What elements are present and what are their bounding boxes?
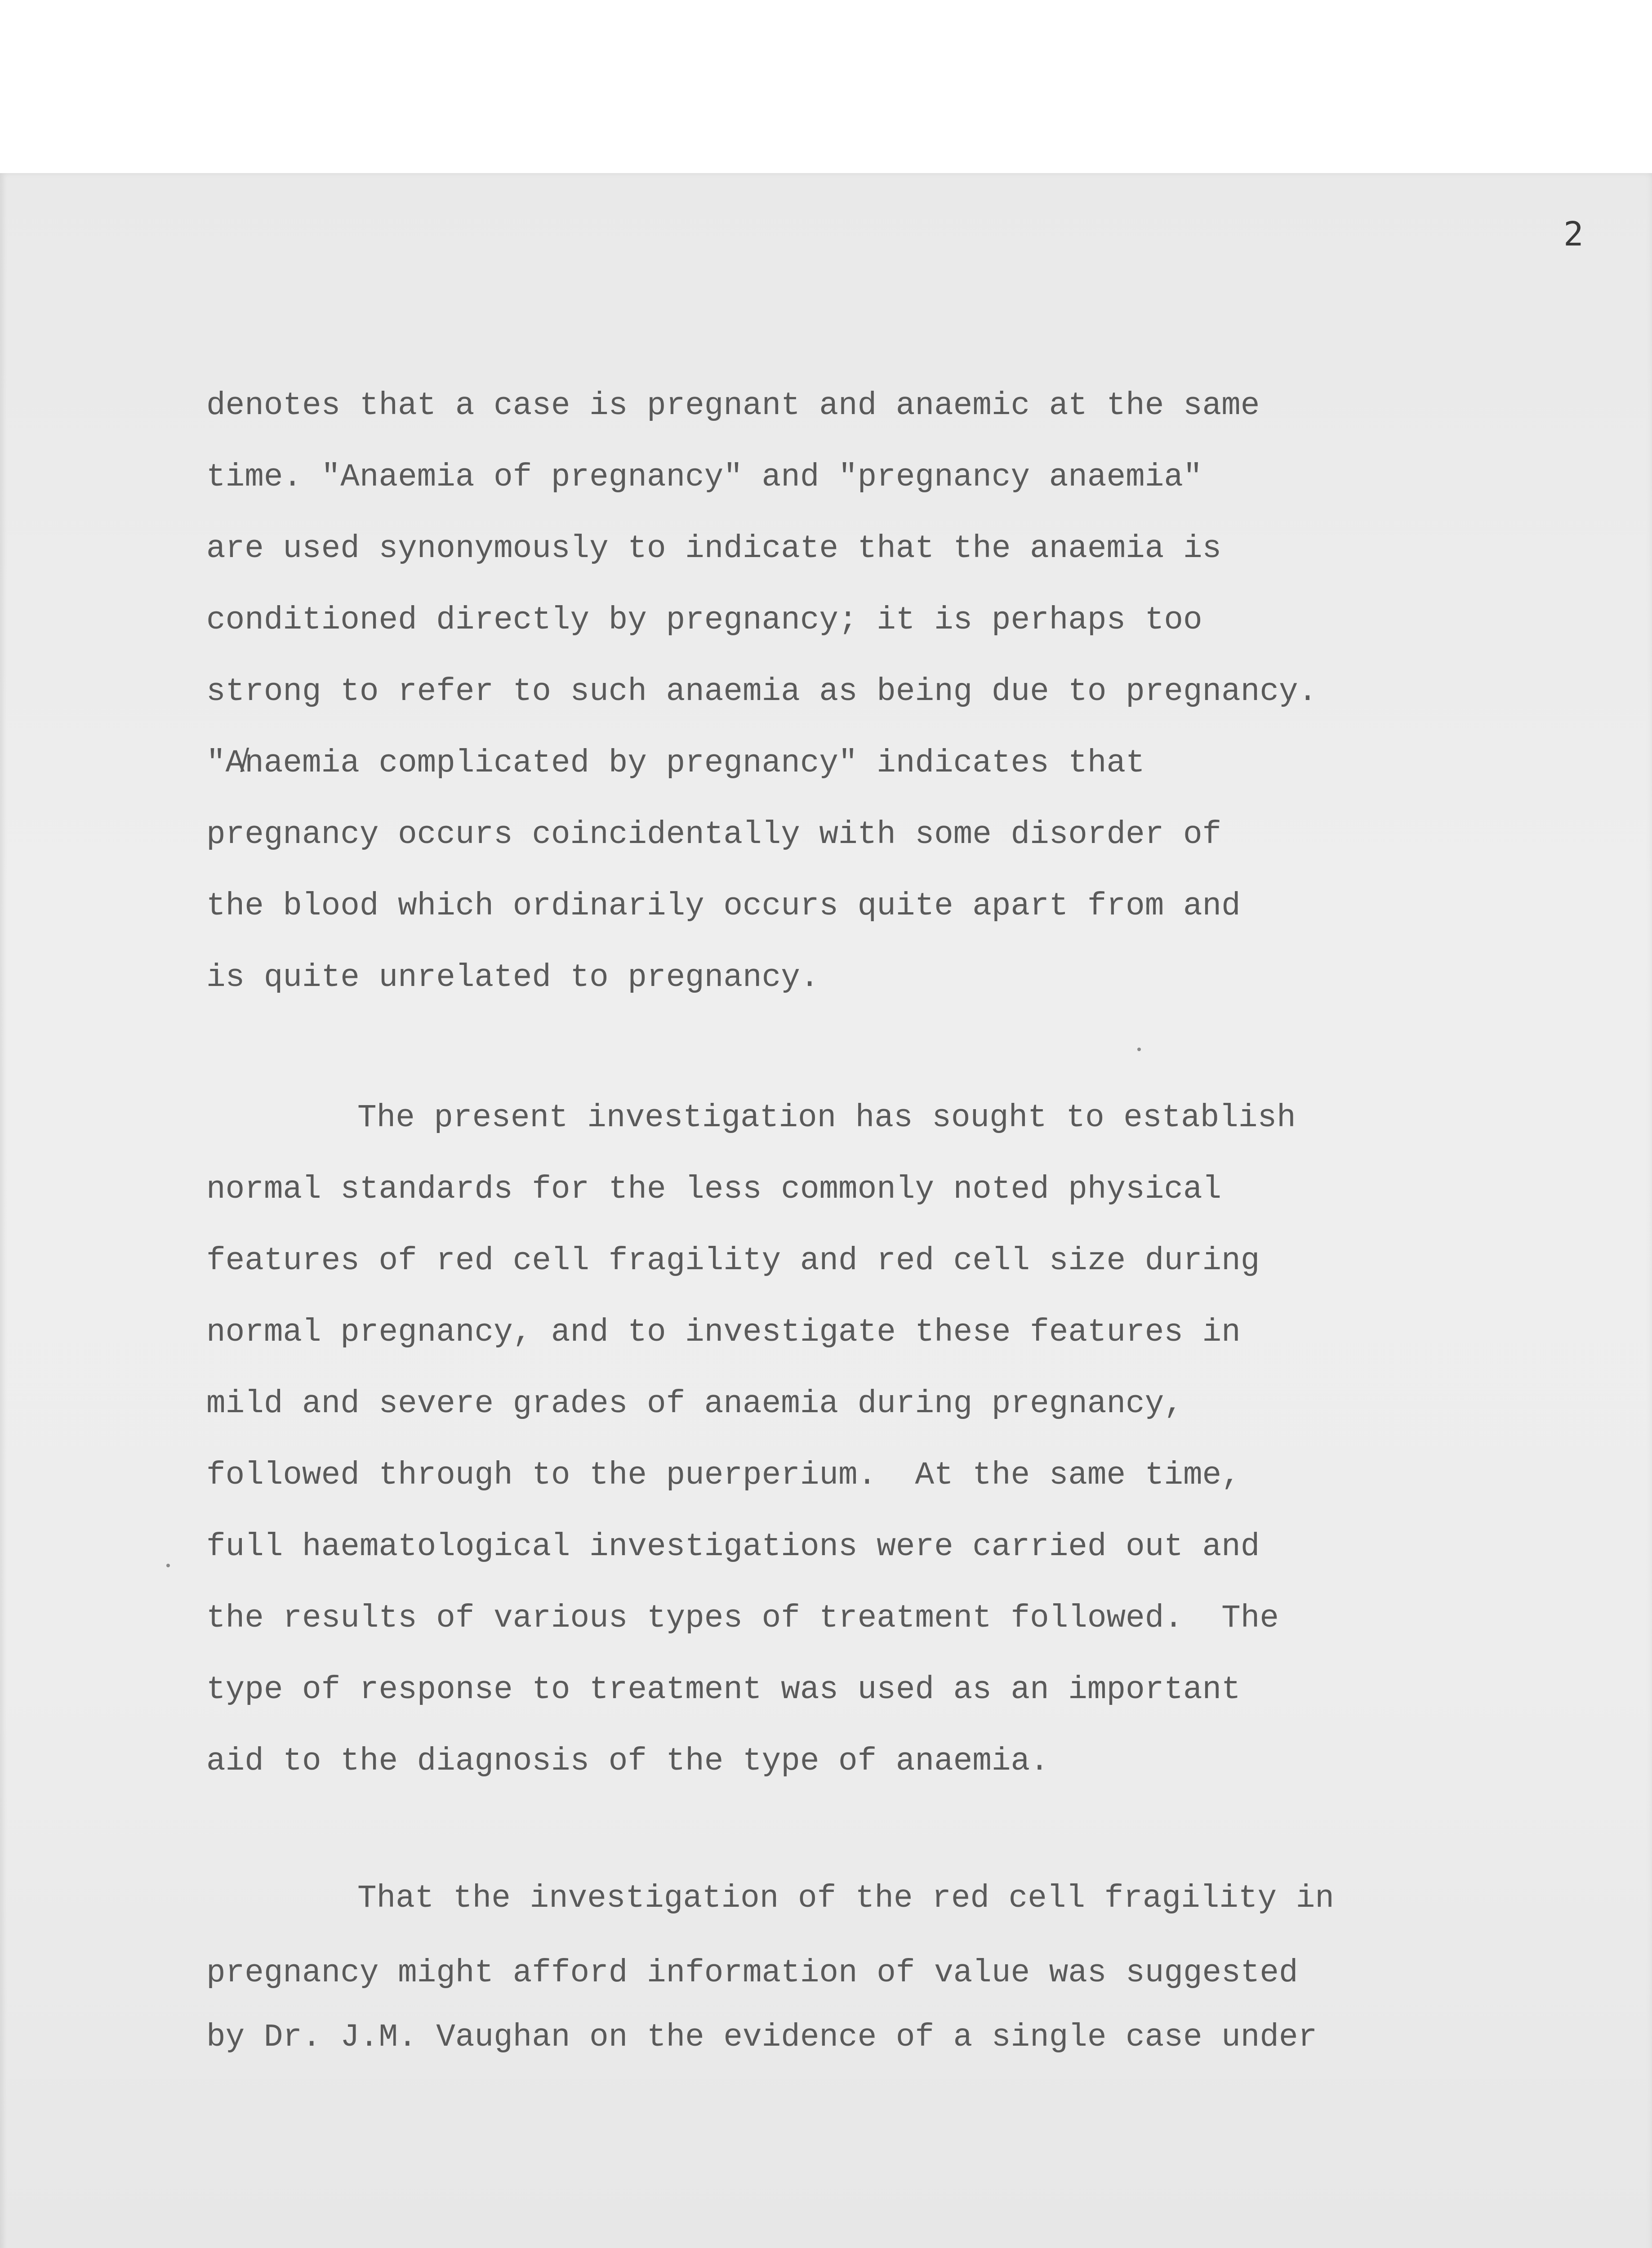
page-number: 2 (1563, 215, 1584, 254)
paragraph-1-line-4: conditioned directly by pregnancy; it is perhaps too (206, 602, 1202, 638)
paragraph-1-line-1: denotes that a case is pregnant and anaemic at the same (206, 388, 1260, 424)
paragraph-1-line-3: are used synonymously to indicate that the anaemia is (206, 531, 1222, 567)
paragraph-2-line-2: normal standards for the less commonly noted physical (206, 1172, 1222, 1208)
paragraph-2-line-4: normal pregnancy, and to investigate these features in (206, 1315, 1241, 1351)
paragraph-2-line-5: mild and severe grades of anaemia during pregnancy, (206, 1386, 1183, 1422)
paragraph-1-line-2: time. "Anaemia of pregnancy" and "pregnancy anaemia" (206, 459, 1202, 495)
paper-speck (1137, 1048, 1141, 1051)
paragraph-2-line-8: the results of various types of treatment followed. The (206, 1601, 1279, 1637)
paragraph-2-line-9: type of response to treatment was used as an important (206, 1672, 1241, 1708)
paragraph-1-line-7: pregnancy occurs coincidentally with some disorder of (206, 817, 1222, 853)
paragraph-3-line-3: by Dr. J.M. Vaughan on the evidence of a single case under (206, 2020, 1318, 2056)
paragraph-1-line-8: the blood which ordinarily occurs quite apart from and (206, 888, 1241, 924)
paragraph-2-line-6: followed through to the puerperium. At the same time, (206, 1458, 1241, 1494)
paragraph-3-line-2: pregnancy might afford information of value was suggested (206, 1955, 1298, 1991)
paragraph-3-line-1: That the investigation of the red cell fragility in (357, 1881, 1334, 1917)
paragraph-1-line-5: strong to refer to such anaemia as being due to pregnancy. (206, 674, 1318, 710)
paragraph-2-line-10: aid to the diagnosis of the type of anaemia. (206, 1744, 1049, 1780)
paragraph-1-line-6: "A̸naemia complicated by pregnancy" indicates that (206, 745, 1145, 781)
paragraph-1-line-9: is quite unrelated to pregnancy. (206, 960, 819, 996)
paragraph-2-line-7: full haematological investigations were carried out and (206, 1529, 1260, 1565)
paper-speck (166, 1564, 170, 1567)
paragraph-2-line-1: The present investigation has sought to establish (357, 1100, 1296, 1136)
paragraph-2-line-3: features of red cell fragility and red cell size during (206, 1243, 1260, 1279)
